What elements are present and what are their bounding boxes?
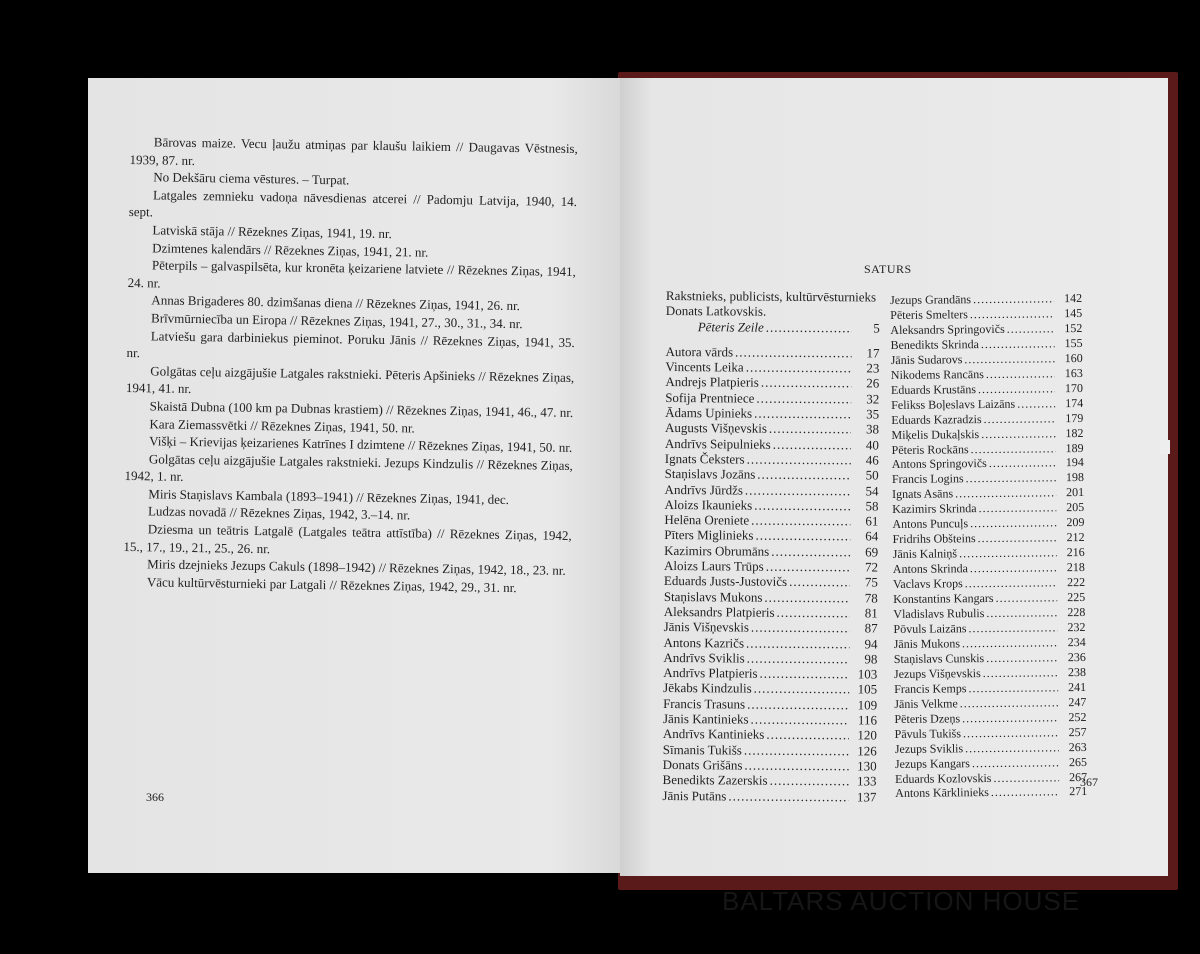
toc-entry-page: 40	[865, 437, 879, 453]
toc-entry-page: 105	[857, 681, 878, 697]
toc-entry-name: Kazimirs Skrinda	[892, 501, 977, 517]
toc-entry-name: Andrīvs Seipulnieks	[664, 435, 771, 452]
toc-entry	[665, 451, 879, 468]
bibliography-entry: Ludzas novadā // Rēzeknes Ziņas, 1942, 3.–14. nr.	[147, 503, 411, 523]
toc-entry	[664, 527, 878, 544]
toc-entry-name: Andrīvs Kantinieks	[662, 726, 765, 743]
toc-entry-name: Staņislavs Cunskis	[893, 650, 985, 666]
toc-entry-page: 26	[866, 375, 880, 391]
toc-entry-name: Aloizs Laurs Trūps	[664, 558, 764, 574]
toc-entry	[663, 711, 877, 728]
toc-entry-name: Benedikts Zazerskis	[662, 772, 768, 788]
bibliography-entry: Kara Ziemassvētki // Rēzeknes Ziņas, 1941, 50. nr.	[149, 415, 415, 436]
toc-entry	[665, 482, 879, 499]
toc-entry-page: 263	[1068, 739, 1087, 754]
toc-entry-page: 98	[864, 651, 878, 667]
toc-entry-page: 205	[1066, 500, 1085, 515]
toc-entry	[664, 573, 878, 590]
toc-entry-page: 209	[1066, 515, 1085, 530]
toc-entry-name: Fridrihs Obšteins	[892, 531, 976, 547]
toc-entry	[664, 589, 878, 606]
toc-entry-name: Augusts Višņevskis	[664, 420, 767, 437]
toc-entry-page: 81	[864, 605, 878, 621]
toc-entry-name: Pēteris Dzeņs	[894, 710, 961, 726]
toc-entry-name: Pēteris Rockāns	[891, 441, 969, 457]
bibliography-entry: Latviskā stāja // Rēzeknes Ziņas, 1941, 19. nr.	[152, 222, 392, 242]
toc-entry-name: Jezups Višņevskis	[893, 665, 981, 681]
toc-entry-name: Eduards Kozlovskis	[895, 770, 992, 786]
toc-entry	[664, 497, 878, 514]
toc-entry-page: 170	[1064, 380, 1084, 395]
toc-entry-name: Francis Trasuns	[663, 695, 746, 712]
bibliography-entry: Latgales zemnieku vadoņa nāvesdienas atcerei // Padomju Latvija, 1940, 14. sept.	[128, 187, 578, 220]
bibliography-entry: Annas Brigaderes 80. dzimšanas diena // Rēzeknes Ziņas, 1941, 26. nr.	[151, 292, 521, 314]
toc-entry-page: 194	[1065, 455, 1084, 470]
toc-entry-page: 103	[857, 666, 878, 682]
toc-entry-page: 116	[857, 712, 878, 728]
toc-entry-name: Jezups Kangars	[894, 755, 970, 771]
toc-entry-name: Eduards Kazradzis	[891, 411, 982, 427]
toc-entry-name: Jezups Sviklis	[894, 740, 964, 756]
toc-entry	[665, 436, 879, 453]
toc-entry-name: Andrīvs Jūrdžs	[664, 481, 744, 498]
toc-entry-name: Helēna Oreniete	[664, 512, 750, 528]
bibliography-entry: Dzimtenes kalendārs // Rēzeknes Ziņas, 1941, 21. nr.	[152, 239, 429, 260]
toc-entry-page: 142	[1063, 290, 1083, 306]
toc-entry-name: Jānis Sudarovs	[890, 352, 963, 367]
toc-entry-page: 58	[865, 498, 879, 514]
toc-entry-name: Antons Kārklinieks	[895, 785, 989, 801]
toc-entry-page: 257	[1068, 724, 1087, 739]
toc-entry-name: Vaclavs Krops	[892, 576, 963, 592]
toc-entry-page: 94	[864, 635, 878, 652]
toc-entry	[665, 420, 879, 437]
toc-intro-row	[666, 319, 880, 336]
toc-entry-page: 267	[1069, 769, 1088, 784]
toc-entry-page: 265	[1068, 754, 1087, 769]
toc-entry-page: 179	[1065, 410, 1084, 425]
toc-entry-page: 72	[865, 559, 879, 575]
bibliography-entry: Miris Staņislavs Kambala (1893–1941) // Rēzeknes Ziņas, 1941, dec.	[148, 486, 510, 507]
toc-entry-name: Sofija Prentniece	[665, 389, 755, 406]
toc-entry-page: 17	[866, 345, 880, 361]
toc-entry-name: Nikodems Rancāns	[890, 366, 984, 382]
toc-entry-page: 69	[865, 544, 879, 560]
toc-entry-name: Francis Kemps	[894, 681, 967, 696]
bibliography-entry: Dziesma un teātris Latgalē (Latgales teātra attīstība) // Rēzeknes Ziņas, 1942, 15., 17., 19., 21., 25., 26. nr.	[123, 521, 572, 556]
toc-entry	[664, 619, 878, 636]
toc-entry-page: 155	[1064, 335, 1083, 351]
toc-entry-name: Pōvuls Laizāns	[893, 621, 967, 636]
toc-entry-name: Jānis Putāns	[662, 787, 727, 803]
toc-intro-page: 5	[873, 320, 880, 336]
toc-entry-name: Staņislavs Jozāns	[664, 466, 756, 482]
page-marker-tab	[1160, 440, 1170, 454]
toc-entry-page: 271	[1069, 784, 1088, 799]
toc-entry-name: Andrejs Platpieris	[665, 374, 759, 391]
bibliography-entry: No Dekšāru ciema vēstures. – Turpat.	[153, 169, 350, 188]
toc-entry	[665, 405, 879, 422]
toc-entry	[665, 466, 879, 483]
toc-entry-name: Felikss Boļeslavs Laizāns	[891, 396, 1016, 412]
toc-entry-page: 50	[865, 467, 879, 483]
toc-entry-page: 126	[857, 742, 877, 759]
toc-entry-page: 120	[857, 727, 877, 743]
toc-entry	[664, 543, 878, 560]
auction-watermark: BALTARS AUCTION HOUSE	[722, 886, 1081, 916]
toc-column-left	[662, 288, 880, 804]
toc-entry	[664, 512, 878, 529]
toc-entry-page: 137	[856, 788, 877, 804]
toc-entry-page: 201	[1066, 485, 1085, 500]
toc-entry-name: Ignats Asāns	[892, 486, 954, 502]
bibliography-entry: Skaistā Dubna (100 km pa Dubnas krastiem) // Rēzeknes Ziņas, 1941, 46., 47. nr.	[149, 398, 574, 420]
toc-entry-name: Antons Kazričs	[663, 634, 745, 651]
toc-entry-page: 109	[857, 697, 878, 713]
toc-entry-name: Antons Puncuļs	[892, 516, 969, 532]
toc-entry-page: 225	[1067, 590, 1086, 605]
toc-entry-page: 252	[1068, 709, 1087, 724]
toc-entry-name: Francis Logins	[891, 471, 964, 487]
toc-entry-name: Konstantins Kangars	[893, 590, 994, 607]
toc-entry-page: 75	[864, 574, 879, 590]
toc-entry-name: Jānis Kantinieks	[662, 711, 749, 727]
toc-entry-page: 232	[1067, 619, 1086, 635]
toc-entry-page: 54	[865, 482, 879, 499]
bibliography-entry: Golgātas ceļu aizgājušie Latgales rakstnieki. Pēteris Apšinieks // Rēzeknes Ziņas, 1941, 41. nr.	[125, 363, 575, 397]
toc-entry	[895, 784, 1087, 801]
toc-entry-page: 32	[866, 391, 880, 407]
toc-entry-page: 228	[1067, 604, 1086, 620]
toc-entry-page: 160	[1064, 350, 1083, 365]
toc-entry	[663, 696, 877, 713]
toc-entry-name: Staņislavs Mukons	[663, 588, 763, 605]
toc-entry-name: Pīters Miglinieks	[664, 527, 754, 544]
toc-entry-name: Donats Grišāns	[662, 756, 743, 773]
toc-entry-page: 218	[1066, 560, 1085, 575]
left-page-number: 366	[146, 790, 164, 804]
contents-heading: SATURS	[864, 262, 912, 276]
toc-entry-name: Pēteris Smelters	[890, 307, 968, 322]
toc-entry-name: Vladislavs Rubulis	[893, 606, 985, 621]
toc-entry-name: Miķelis Dukaļskis	[891, 426, 980, 442]
toc-entry-page: 241	[1068, 679, 1087, 694]
toc-entry-name: Aleksandrs Springovičs	[890, 321, 1005, 337]
toc-entry-page: 61	[865, 513, 879, 529]
toc-entry-page: 152	[1064, 320, 1083, 336]
toc-entry	[664, 558, 878, 575]
toc-entry	[665, 359, 879, 376]
toc-entry-page: 189	[1065, 440, 1084, 455]
right-page-number: 367	[1080, 775, 1098, 789]
toc-entry-page: 35	[866, 406, 880, 422]
toc-entry-name: Sīmanis Tukišs	[662, 741, 742, 758]
toc-entry-name: Jānis Višņevskis	[663, 619, 749, 635]
bibliography-list	[123, 133, 578, 597]
toc-entry-page: 130	[857, 758, 877, 774]
toc-entry-page: 163	[1064, 365, 1083, 380]
toc-column-right	[890, 291, 1087, 801]
toc-entry-page: 87	[864, 620, 878, 636]
toc-entry-name: Benedikts Skrinda	[890, 336, 979, 352]
toc-entry-page: 133	[857, 773, 877, 789]
toc-entry-name: Eduards Krustāns	[890, 381, 977, 397]
toc-intro-title: Rakstnieks, publicists, kultūrvēsturnieks Donats Latkovskis.	[665, 288, 877, 319]
toc-entry-page: 238	[1067, 664, 1087, 679]
toc-entry-page: 64	[865, 528, 879, 544]
toc-entry-page: 212	[1066, 530, 1085, 545]
toc-entry-name: Eduards Justs-Justovičs	[663, 573, 788, 590]
toc-entry-page: 23	[866, 360, 880, 376]
toc-entry	[663, 650, 877, 667]
toc-entry-name: Antons Springovičs	[891, 456, 987, 472]
toc-intro-author: Pēteris Zeile	[697, 318, 764, 335]
bibliography-entry: Višķi – Krievijas ķeizarienes Katrīnes I dzimtene // Rēzeknes Ziņas, 1941, 50. nr.	[149, 433, 573, 456]
toc-entry-name: Antons Skrinda	[892, 561, 968, 577]
toc-entry	[663, 757, 877, 774]
toc-entry-page: 174	[1065, 395, 1084, 410]
toc-entry	[662, 787, 876, 804]
toc-entry	[664, 604, 878, 621]
bibliography-entry: Vācu kultūrvēsturnieki par Latgali // Rēzeknes Ziņas, 1942, 29., 31. nr.	[146, 574, 517, 595]
toc-entry-page: 222	[1066, 575, 1086, 590]
toc-entry	[663, 635, 877, 652]
toc-entry-name: Kazimirs Obrumāns	[664, 542, 770, 559]
bibliography-entry: Pēterpils – galvaspilsēta, kur kronēta ķeizariene latviete // Rēzeknes Ziņas, 1941, 24. nr.	[127, 257, 576, 291]
toc-entry-name: Jēkabs Kindzulis	[663, 680, 752, 697]
toc-entry-page: 182	[1065, 425, 1084, 440]
bibliography-entry: Brīvmūrniecība un Eiropa // Rēzeknes Ziņas, 1941, 27., 30., 31., 34. nr.	[150, 310, 523, 332]
toc-entry-name: Autora vārds	[665, 343, 734, 360]
toc-entry-page: 247	[1068, 694, 1087, 709]
toc-entry-page: 234	[1067, 634, 1086, 650]
bibliography-entry: Bārovas maize. Vecu ļaužu atmiņas par klaušu laikiem // Daugavas Vēstnesis, 1939, 87. nr.	[129, 134, 578, 168]
toc-entry-name: Jānis Velkme	[894, 696, 958, 711]
toc-entry	[663, 772, 877, 789]
toc-entry-name: Ignats Čeksters	[664, 450, 745, 467]
toc-entry	[665, 374, 879, 391]
toc-entry-page: 236	[1067, 649, 1086, 665]
toc-entry	[663, 680, 877, 697]
toc-entry-name: Jezups Grandāns	[890, 292, 972, 307]
toc-entry-name: Andrīvs Platpieris	[663, 665, 758, 681]
toc-entry	[663, 742, 877, 759]
toc-entry-name: Jānis Mukons	[893, 636, 961, 651]
toc-entry-page: 216	[1066, 545, 1085, 560]
toc-entry-name: Vincents Leika	[665, 359, 744, 375]
toc-entry-page: 145	[1064, 305, 1083, 321]
toc-entry	[666, 344, 880, 361]
bibliography-entry: Latviešu gara darbiniekus pieminot. Poruku Jānis // Rēzeknes Ziņas, 1941, 35. nr.	[126, 327, 575, 361]
toc-entry-page: 46	[865, 452, 879, 468]
bibliography-entry: Miris dzejnieks Jezups Cakuls (1898–1942) // Rēzeknes Ziņas, 1942, 18., 23. nr.	[147, 556, 566, 579]
toc-entry-page: 198	[1065, 470, 1085, 485]
toc-entry-page: 78	[864, 590, 878, 606]
toc-entry-name: Pāvuls Tukišs	[894, 725, 962, 741]
toc-entry	[665, 390, 879, 407]
toc-entry-name: Ādams Upinieks	[665, 405, 753, 421]
toc-entry-name: Aloizs Ikaunieks	[664, 496, 753, 513]
toc-entry-name: Jānis Kalniņš	[892, 546, 958, 562]
toc-entry	[663, 726, 877, 743]
toc-entry-name: Andrīvs Sviklis	[663, 649, 745, 666]
bibliography-entry: Golgātas ceļu aizgājušie Latgales rakstnieki. Jezups Kindzulis // Rēzeknes Ziņas, 1942, 1. nr.	[124, 451, 573, 485]
toc-entry-name: Aleksandrs Platpieris	[663, 603, 775, 620]
toc-entry-page: 38	[865, 421, 880, 437]
toc-entry	[663, 665, 877, 682]
